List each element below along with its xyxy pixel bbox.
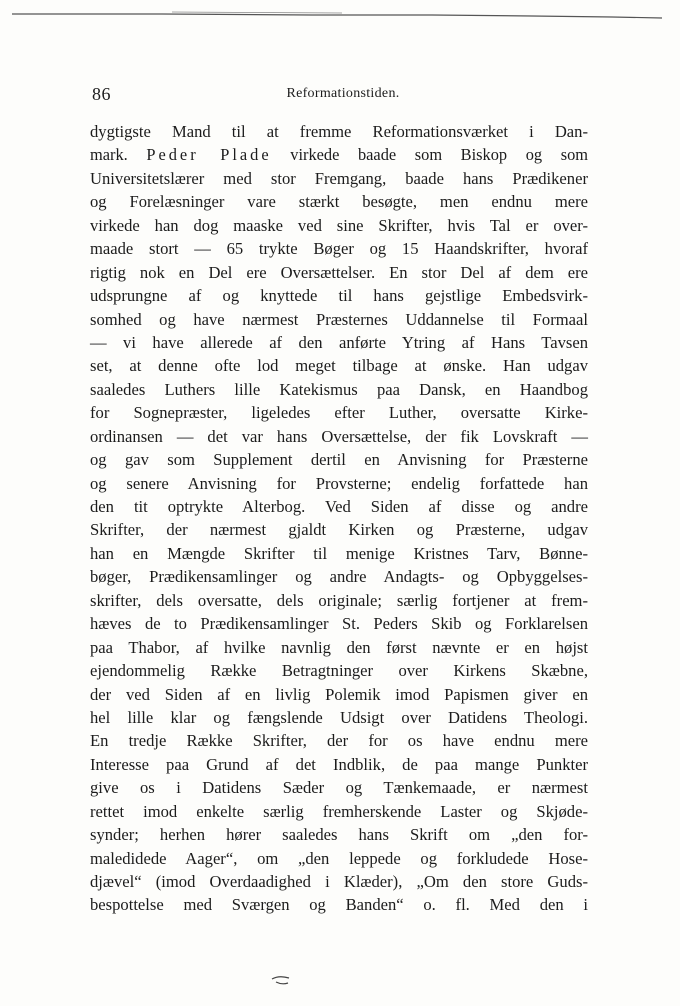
text-line — [90, 401, 588, 424]
page-header — [0, 84, 680, 108]
running-head: Reformationstiden. — [286, 86, 400, 101]
text-run: virkede han dog maaske ved sine Skrifter, hvis Tal er over- — [90, 215, 588, 235]
text-line — [90, 308, 588, 331]
text-run: skrifter, dels oversatte, dels originale; særlig fortjener at frem- — [90, 590, 588, 610]
text-run: ejendommelig Række Betragtninger over Kirkens Skæbne, — [90, 661, 588, 681]
text-run: saaledes Luthers lille Katekismus paa Dansk, en Haandbog — [90, 379, 588, 399]
text-run: der ved Siden af en livlig Polemik imod Papismen giver en — [90, 684, 588, 704]
text-run: virkede baade som Biskop og som — [271, 145, 588, 165]
text-line — [90, 448, 588, 471]
text-line — [90, 893, 588, 916]
text-run: og gav som Supplement dertil en Anvisning for Præsterne — [90, 450, 588, 470]
text-line — [90, 237, 588, 260]
text-run: og senere Anvisning for Provsterne; endelig forfattede han — [90, 473, 588, 493]
text-run: Interesse paa Grund af det Indblik, de paa mange Punkter — [90, 754, 588, 774]
text-line — [90, 495, 588, 518]
text-line — [90, 120, 588, 143]
text-line — [90, 753, 588, 776]
page-number: 86 — [92, 84, 111, 104]
text-run: bøger, Prædikensamlinger og andre Andagts- og Opbyggelses- — [90, 567, 588, 587]
body-text — [90, 120, 588, 917]
text-line — [90, 143, 588, 166]
text-run: hæves de to Prædikensamlinger St. Peders Skib og Forklarelsen — [90, 614, 588, 634]
text-line — [90, 331, 588, 354]
text-run: paa Thabor, af hvilke navnlig den først nævnte er en højst — [90, 637, 588, 657]
text-run: ordinansen — det var hans Oversættelse, der fik Lovskraft — — [90, 426, 588, 446]
text-line — [90, 706, 588, 729]
text-line — [90, 472, 588, 495]
spaced-name: Peder Plade — [146, 145, 272, 165]
scan-edge-line — [12, 8, 662, 22]
text-run: og Forelæsninger vare stærkt besøgte, men endnu mere — [90, 192, 588, 212]
text-run: djævel“ (imod Overdaadighed i Klæder), „Om den store Guds- — [90, 872, 588, 891]
text-run: rettet imod enkelte særlig fremherskende Laster og Skjøde- — [90, 801, 588, 821]
text-run: han en Mængde Skrifter til menige Kristnes Tarv, Bønne- — [90, 543, 588, 563]
text-line — [90, 354, 588, 377]
text-line — [90, 612, 588, 635]
text-line — [90, 190, 588, 213]
text-line — [90, 776, 588, 799]
text-line — [90, 823, 588, 846]
text-run: hel lille klar og fængslende Udsigt over Datidens Theologi. — [90, 707, 588, 727]
text-run: synder; herhen hører saaledes hans Skrift om „den for- — [90, 825, 588, 845]
text-line — [90, 847, 588, 870]
text-line — [90, 261, 588, 284]
text-line — [90, 425, 588, 448]
text-run: Skrifter, der nærmest gjaldt Kirken og Præsterne, udgav — [90, 520, 588, 540]
text-line — [90, 378, 588, 401]
text-run: rigtig nok en Del ere Oversættelser. En stor Del af dem ere — [90, 262, 588, 282]
text-run: En tredje Række Skrifter, der for os have endnu mere — [90, 731, 588, 751]
text-run: give os i Datidens Sæder og Tænkemaade, er nærmest — [90, 778, 588, 798]
text-line — [90, 683, 588, 706]
text-run: maade stort — 65 trykte Bøger og 15 Haandskrifter, hvoraf — [90, 239, 588, 259]
text-line — [90, 870, 588, 893]
text-line — [90, 214, 588, 237]
text-run: mark. — [90, 145, 147, 165]
text-line — [90, 565, 588, 588]
text-line — [90, 659, 588, 682]
text-run: Universitetslærer med stor Fremgang, baade hans Prædikener — [90, 168, 588, 188]
text-run: maledidede Aager“, om „den leppede og forkludede Hose- — [90, 848, 588, 868]
text-line — [90, 284, 588, 307]
text-line — [90, 636, 588, 659]
text-line — [90, 729, 588, 752]
text-run: somhed og have nærmest Præsternes Uddannelse til Formaal — [90, 309, 588, 329]
text-line — [90, 800, 588, 823]
text-run: dygtigste Mand til at fremme Reformationsværket i Dan- — [90, 122, 588, 141]
text-run: for Sognepræster, ligeledes efter Luther, oversatte Kirke- — [90, 403, 588, 423]
text-run: — vi have allerede af den anførte Ytring af Hans Tavsen — [90, 332, 588, 352]
text-run: den tit optrykte Alterbog. Ved Siden af disse og andre — [90, 497, 588, 516]
stray-ink-mark — [270, 974, 292, 988]
text-run: udsprungne af og knyttede til hans gejstlige Embedsvirk- — [90, 286, 588, 306]
text-run: bespottelse med Sværgen og Banden“ o. fl. Med den i — [90, 895, 588, 915]
text-line — [90, 589, 588, 612]
text-line — [90, 518, 588, 541]
text-line — [90, 167, 588, 190]
text-line — [90, 542, 588, 565]
text-run: set, at denne ofte lod meget tilbage at ønske. Han udgav — [90, 356, 588, 376]
